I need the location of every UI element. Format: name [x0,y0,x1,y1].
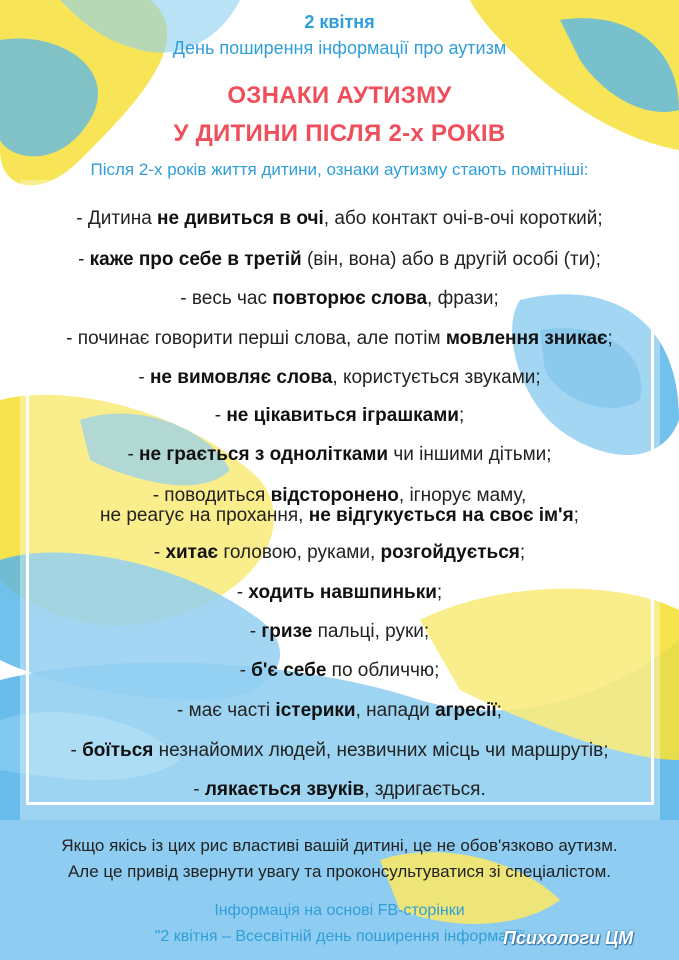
sign-emphasis: мовлення зникає [445,328,608,349]
sign-item [0,444,679,466]
sign-text: , ігнорує маму, [398,485,527,506]
sign-text: - [127,444,140,465]
sign-text: - [214,405,227,426]
sign-emphasis: істерики [275,700,356,721]
sign-text: пальці, руки; [312,621,430,642]
sign-item [0,582,679,604]
sign-text: , користується звуками; [332,367,541,388]
sign-emphasis: відсторонено [270,485,399,506]
sign-text: ; [607,328,613,349]
sign-text: , напади [355,700,436,721]
sign-text: - поводиться [152,485,271,506]
title-line-2: У ДИТИНИ ПІСЛЯ 2-х РОКІВ [173,120,506,147]
sign-emphasis: хитає [165,542,219,563]
sign-text: - [236,582,249,603]
sign-text: ; [436,582,443,603]
sign-item [0,288,679,310]
sign-item [0,208,679,230]
intro-text: Після 2-х років життя дитини, ознаки аутизму стають помітніші: [90,160,589,179]
sign-item [0,660,679,682]
sign-item [0,405,679,427]
sign-text: , фрази; [427,288,499,309]
subtitle: День поширення інформації про аутизм [172,38,507,58]
sign-text: - Дитина [76,208,158,229]
sign-emphasis: б'є себе [251,660,327,681]
sign-emphasis: не грається з однолітками [139,444,389,465]
sign-emphasis: не вимовляє слова [149,367,333,388]
sign-emphasis: каже про себе в третій [89,249,302,270]
sign-text: - [78,249,90,270]
sign-item [0,621,679,643]
sign-text: - [193,779,205,800]
sign-text: (він, вона) або в другій особі (ти); [301,249,601,270]
sign-text: , здригається. [364,779,486,800]
sign-emphasis: не дивиться в очі [157,208,324,229]
sign-text: по обличчю; [326,660,440,681]
sign-item [0,485,679,507]
sign-item [0,328,679,350]
sign-text: чи іншими дітьми; [388,444,552,465]
sign-emphasis: не відгукується на своє ім'я [308,505,574,526]
sign-emphasis: боїться [82,740,154,761]
note-line-2: Але це привід звернути увагу та проконсультуватися зі спеціалістом. [67,862,612,881]
watermark: Психологи ЦМ [503,928,634,948]
sign-emphasis: агресії [435,700,497,721]
sign-text: - [138,367,150,388]
sign-emphasis: розгойдується [380,542,520,563]
sign-text: ; [496,700,502,721]
sign-text: - [239,660,252,681]
sign-text: головою, руками, [218,542,381,563]
sign-text: не реагує на прохання, [100,505,309,526]
sign-emphasis: повторює слова [272,288,428,309]
sign-emphasis: гризе [261,621,313,642]
sign-emphasis: не цікавиться іграшками [226,405,459,426]
sign-item [0,779,679,801]
sign-item [0,542,679,564]
sign-text: ; [458,405,465,426]
sign-item [0,700,679,722]
sign-text: - [249,621,262,642]
sign-item [0,367,679,389]
sign-text: - має часті [177,700,276,721]
sign-text: незнайомих людей, незвичних місць чи маршрутів; [153,740,609,761]
sign-text: - весь час [180,288,273,309]
sign-item [0,740,679,762]
sign-text: , або контакт очі-в-очі короткий; [323,208,603,229]
sign-text: - починає говорити перші слова, але потім [66,328,446,349]
sign-text: ; [519,542,526,563]
sign-text: - [153,542,166,563]
title-line-1: ОЗНАКИ АУТИЗМУ [227,82,452,109]
source-line-1: Інформація на основі FB-сторінки [214,902,465,919]
source-line-2: "2 квітня – Всесвітній день поширення інформації [154,928,525,945]
sign-emphasis: лякається звуків [204,779,365,800]
sign-item [0,249,679,271]
date-heading: 2 квітня [304,12,375,32]
note-line-1: Якщо якісь із цих рис властиві вашій дитині, це не обов'язково аутизм. [61,836,618,855]
sign-emphasis: ходить навшпиньки [248,582,437,603]
sign-text: - [70,740,83,761]
sign-item [0,505,679,527]
sign-text: ; [573,505,579,526]
